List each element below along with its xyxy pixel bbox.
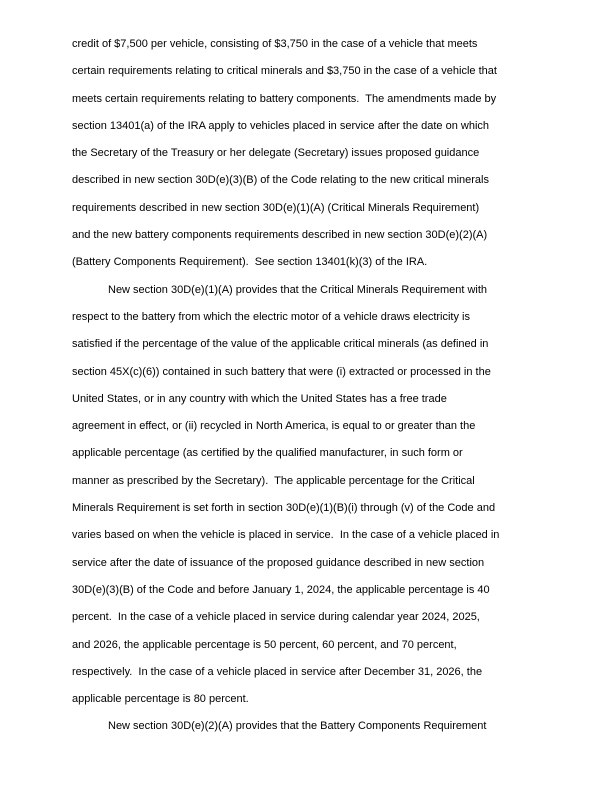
text-line: United States, or in any country with which the United States has a free trade [72, 392, 447, 405]
text-line: varies based on when the vehicle is placed in service. In the case of a vehicle placed in [72, 529, 500, 542]
text-line: respectively. In the case of a vehicle placed in service after December 31, 2026, the [72, 665, 483, 678]
text-line: (Battery Components Requirement). See section 13401(k)(3) of the IRA. [72, 256, 428, 269]
text-line: and 2026, the applicable percentage is 50 percent, 60 percent, and 70 percent, [72, 638, 457, 651]
text-line: service after the date of issuance of the proposed guidance described in new section [72, 556, 485, 569]
text-line: the Secretary of the Treasury or her delegate (Secretary) issues proposed guidance [72, 147, 480, 160]
text-line: respect to the battery from which the electric motor of a vehicle draws electricity is [72, 310, 470, 323]
text-line: described in new section 30D(e)(3)(B) of the Code relating to the new critical minerals [72, 174, 489, 187]
paragraph-first-line: New section 30D(e)(1)(A) provides that the Critical Minerals Requirement with [108, 283, 488, 296]
paragraph-first-line: New section 30D(e)(2)(A) provides that the Battery Components Requirement [108, 720, 487, 733]
text-line: percent. In the case of a vehicle placed in service during calendar year 2024, 2025, [72, 611, 480, 624]
text-line: Minerals Requirement is set forth in section 30D(e)(1)(B)(i) through (v) of the Code and [72, 502, 496, 515]
text-line: agreement in effect, or (ii) recycled in North America, is equal to or greater than the [72, 420, 476, 433]
text-line: certain requirements relating to critical minerals and $3,750 in the case of a vehicle that [72, 65, 497, 78]
text-line: satisfied if the percentage of the value of the applicable critical minerals (as defined in [72, 338, 489, 351]
text-line: applicable percentage (as certified by the qualified manufacturer, in such form or [72, 447, 463, 460]
text-line: credit of $7,500 per vehicle, consisting of $3,750 in the case of a vehicle that meets [72, 38, 478, 50]
text-line: requirements described in new section 30D(e)(1)(A) (Critical Minerals Requirement) [72, 201, 480, 214]
text-line: applicable percentage is 80 percent. [72, 693, 249, 706]
text-line: 30D(e)(3)(B) of the Code and before January 1, 2024, the applicable percentage is 40 [72, 583, 490, 596]
body-text [72, 34, 542, 744]
text-line: meets certain requirements relating to battery components. The amendments made by [72, 92, 497, 105]
text-line: manner as prescribed by the Secretary). The applicable percentage for the Critical [72, 474, 475, 487]
text-line: section 13401(a) of the IRA apply to vehicles placed in service after the date on which [72, 119, 490, 132]
text-line: and the new battery components requirements described in new section 30D(e)(2)(A) [72, 229, 488, 242]
text-line: section 45X(c)(6)) contained in such battery that were (i) extracted or processed in the [72, 365, 491, 378]
